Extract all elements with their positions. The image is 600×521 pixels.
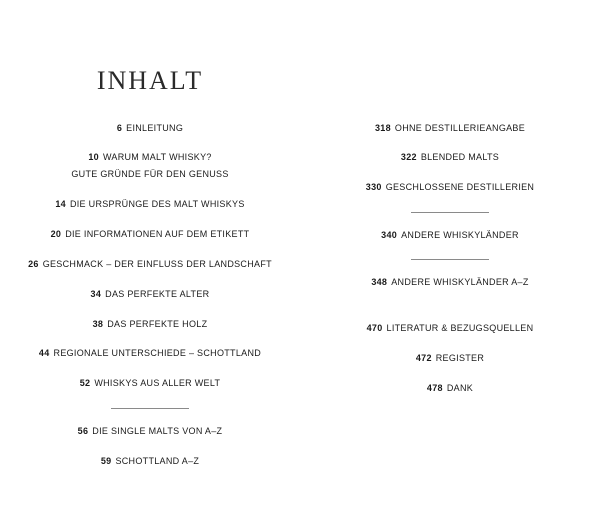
toc-entry: [300, 150, 600, 165]
toc-entry: [0, 424, 300, 439]
page-number: 14: [55, 199, 66, 209]
entry-title: DAS PERFEKTE HOLZ: [107, 319, 208, 329]
toc-entry: [0, 227, 300, 242]
toc-entry: [0, 346, 300, 361]
page-number: 340: [381, 230, 398, 240]
entry-title: OHNE DESTILLERIEANGABE: [394, 123, 526, 133]
page-number: 34: [90, 289, 102, 299]
page-number: 44: [38, 348, 50, 358]
toc-entry: [300, 381, 600, 396]
toc-entry: [0, 197, 300, 212]
page-number: 10: [88, 152, 99, 162]
toc-entry: [300, 228, 600, 243]
entry-title: ANDERE WHISKYLÄNDER A–Z: [391, 277, 529, 287]
toc-entry: [0, 121, 300, 136]
entry-title: REGIONALE UNTERSCHIEDE – SCHOTTLAND: [53, 348, 262, 358]
entry-title: EINLEITUNG: [126, 123, 184, 133]
page-number: 59: [100, 456, 112, 466]
section-divider: [411, 259, 489, 260]
entry-title: DANK: [446, 383, 474, 393]
section-divider: [111, 408, 189, 409]
toc-entry: [0, 150, 300, 182]
toc-entry: [0, 287, 300, 302]
page-number: 38: [92, 319, 104, 329]
page-number: 20: [50, 229, 62, 239]
toc-entry: [0, 454, 300, 469]
page-number: 330: [365, 182, 382, 192]
entry-title: WARUM MALT WHISKY?: [102, 152, 212, 162]
entry-title: LITERATUR & BEZUGSQUELLEN: [386, 323, 534, 333]
page-number: 478: [426, 383, 443, 393]
entry-title: BLENDED MALTS: [420, 152, 500, 162]
toc-entry: [300, 275, 600, 290]
page-number: 322: [400, 152, 417, 162]
toc-entry: [300, 321, 600, 336]
toc-entry: [300, 180, 600, 195]
entry-title: GESCHMACK – DER EINFLUSS DER LANDSCHAFT: [42, 259, 272, 269]
page-number: 26: [28, 259, 39, 269]
entry-subtitle: GUTE GRÜNDE FÜR DEN GENUSS: [71, 169, 229, 179]
entry-title: REGISTER: [435, 353, 485, 363]
toc-entry: [300, 121, 600, 136]
entry-title: DIE URSPRÜNGE DES MALT WHISKYS: [69, 199, 245, 209]
page-number: 470: [366, 323, 383, 333]
entry-title: SCHOTTLAND A–Z: [115, 456, 200, 466]
page-number: 56: [77, 426, 89, 436]
page-number: 348: [371, 277, 388, 287]
entry-title: WHISKYS AUS ALLER WELT: [94, 378, 221, 388]
entry-title: DIE SINGLE MALTS VON A–Z: [92, 426, 223, 436]
toc-entry: [0, 317, 300, 332]
toc-entry: [300, 351, 600, 366]
page-number: 472: [415, 353, 432, 363]
entry-title: GESCHLOSSENE DESTILLERIEN: [385, 182, 535, 192]
page-number: 52: [79, 378, 91, 388]
page-number: 6: [116, 123, 123, 133]
page-number: 318: [374, 123, 391, 133]
toc-entry: [0, 376, 300, 391]
section-divider: [411, 212, 489, 213]
page-title: INHALT: [96, 66, 204, 95]
toc-entry: [0, 257, 300, 272]
entry-title: DIE INFORMATIONEN AUF DEM ETIKETT: [65, 229, 250, 239]
entry-title: DAS PERFEKTE ALTER: [105, 289, 210, 299]
entry-title: ANDERE WHISKYLÄNDER: [401, 230, 519, 240]
